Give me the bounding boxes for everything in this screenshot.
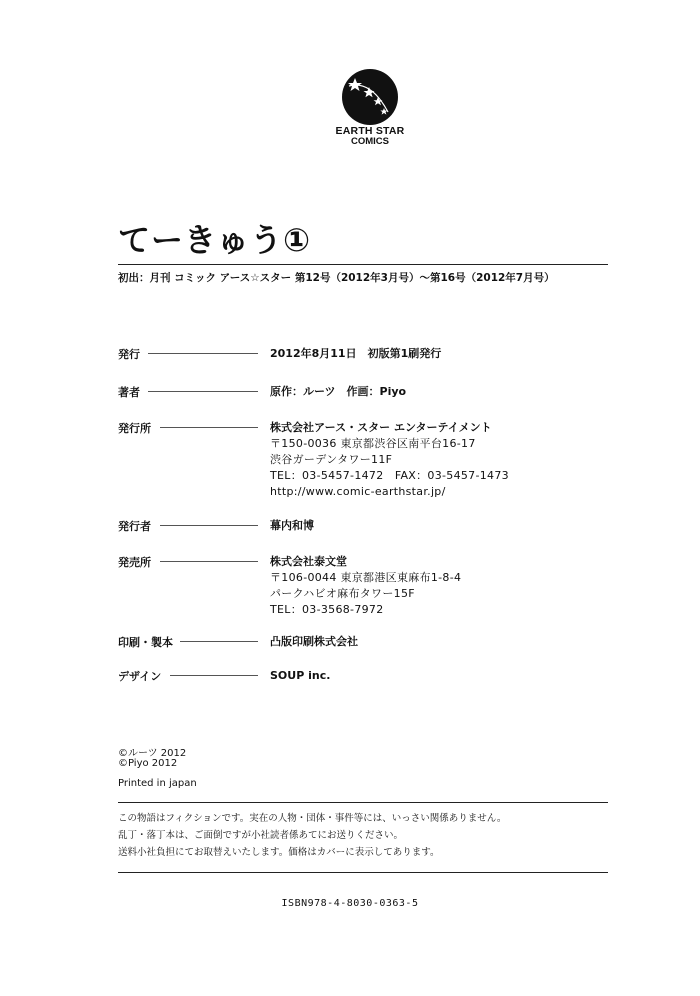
logo-line1: EARTH STAR bbox=[335, 125, 405, 137]
distributor-block bbox=[270, 554, 461, 618]
leader-line bbox=[148, 353, 258, 354]
note-line: 送料小社負担にてお取替えいたします。価格はカバーに表示してあります。 bbox=[118, 847, 440, 858]
publisher-name: 株式会社アース・スター エンターテイメント bbox=[270, 421, 492, 434]
distributor-postal: 〒106-0044 東京都港区東麻布1-8-4 bbox=[270, 571, 462, 584]
label-publish: 発行 bbox=[118, 348, 140, 361]
first-published-note: 初出：月刊 コミック アース☆スター 第12号（2012年3月号）～第16号（2012年7月号） bbox=[118, 272, 555, 284]
leader-line bbox=[160, 427, 258, 428]
label-author: 著者 bbox=[118, 386, 140, 399]
legal-notes bbox=[118, 810, 506, 861]
leader-line bbox=[148, 391, 258, 392]
earth-star-globe-icon bbox=[341, 68, 399, 126]
note-line: この物語はフィクションです。実在の人物・団体・事件等には、いっさい関係ありません。 bbox=[118, 813, 507, 824]
divider bbox=[118, 264, 608, 265]
printed-in-japan: Printed in japan bbox=[118, 778, 197, 789]
publisher-postal: 〒150-0036 東京都渋谷区南平台16-17 bbox=[270, 437, 476, 450]
value-author: 原作：ルーツ 作画：Piyo bbox=[270, 385, 407, 398]
value-printing: 凸版印刷株式会社 bbox=[270, 635, 358, 648]
isbn: ISBN978-4-8030-0363-5 bbox=[281, 898, 419, 909]
divider bbox=[118, 802, 608, 803]
label-printing: 印刷・製本 bbox=[118, 636, 173, 649]
value-publish: 2012年8月11日 初版第1刷発行 bbox=[270, 347, 442, 360]
book-title: てーきゅう① bbox=[118, 221, 312, 259]
leader-line bbox=[160, 561, 258, 562]
logo-line2: COMICS bbox=[351, 136, 389, 147]
copyright-roots: ©ルーツ 2012 bbox=[118, 748, 187, 759]
label-publisher: 発行所 bbox=[118, 422, 151, 435]
publisher-building: 渋谷ガーデンタワー11F bbox=[270, 453, 393, 466]
earth-star-comics-logo bbox=[330, 68, 410, 147]
distributor-building: パークハビオ麻布タワー15F bbox=[270, 587, 415, 600]
copyright-piyo: ©Piyo 2012 bbox=[118, 758, 178, 769]
distributor-name: 株式会社泰文堂 bbox=[270, 555, 347, 568]
label-design: デザイン bbox=[118, 670, 162, 683]
publisher-url: http://www.comic-earthstar.jp/ bbox=[270, 485, 446, 498]
distributor-tel: TEL：03-3568-7972 bbox=[270, 603, 384, 616]
leader-line bbox=[180, 641, 258, 642]
leader-line bbox=[160, 525, 258, 526]
value-issuer: 幕内和博 bbox=[270, 519, 314, 532]
label-issuer: 発行者 bbox=[118, 520, 151, 533]
publisher-block bbox=[270, 420, 509, 500]
publisher-tel: TEL：03-5457-1472 FAX：03-5457-1473 bbox=[270, 469, 509, 482]
note-line: 乱丁・落丁本は、ご面倒ですが小社読者係あてにお送りください。 bbox=[118, 830, 404, 841]
leader-line bbox=[170, 675, 258, 676]
divider bbox=[118, 872, 608, 873]
value-design: SOUP inc. bbox=[270, 669, 331, 682]
label-distributor: 発売所 bbox=[118, 556, 151, 569]
